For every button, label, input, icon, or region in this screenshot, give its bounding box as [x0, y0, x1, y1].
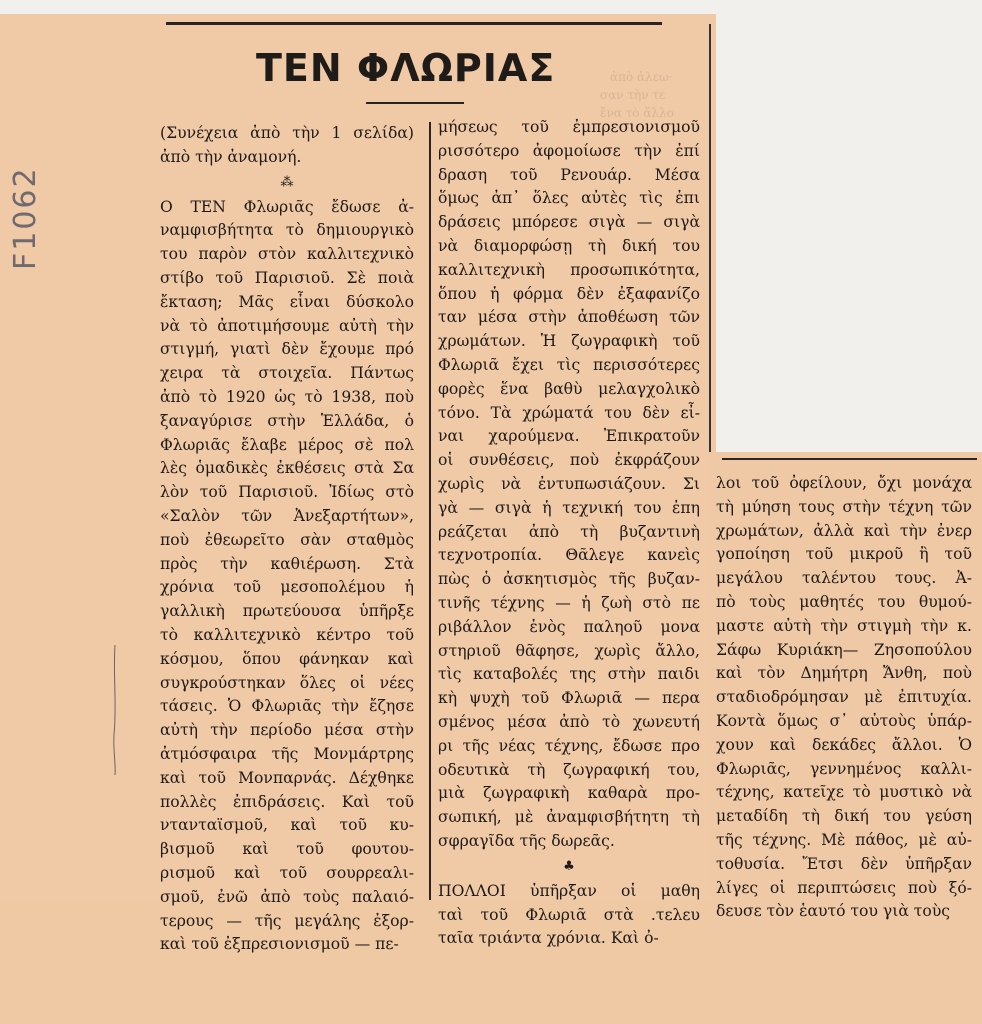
text-line: «Σαλὸν τῶν Ἀνεξαρτήτων»,: [160, 506, 414, 525]
text-line: ναι χαρούμενα. Ἐπικρατοῦν: [438, 427, 700, 446]
bleed-through-text: σαν τὴν τε: [600, 88, 666, 102]
text-line: πολλὲς ἐπιδράσεις. Καὶ τοῦ: [160, 792, 414, 811]
column3-top-rule: [722, 458, 977, 460]
title-underline: [366, 102, 464, 104]
text-line: στηριοῦ θᾶφησε, χωρὶς ἄλλο,: [438, 641, 700, 660]
article-column-3: [716, 472, 972, 924]
article-title: TEN ΦΛΩΡΙΑΣ: [256, 46, 556, 90]
text-line: καὶ τοῦ Μονπαρνάς. Δέχθηκε: [160, 768, 414, 787]
text-line: χρωμάτων, ἀλλὰ καὶ τὴν ἐνερ: [716, 521, 972, 540]
text-line: (Συνέχεια ἀπὸ τὴν 1 σελίδα): [160, 124, 414, 142]
text-line: ἀτμόσφαιρα τῆς Μονμάρτρης: [160, 744, 414, 763]
margin-pencil-mark: [112, 645, 118, 775]
text-line: τερους — τῆς μεγάλης ἐξορ-: [160, 911, 414, 930]
text-line: δράσεις μπόρεσε σιγὰ — σιγὰ: [438, 213, 700, 232]
text-line: τάσεις. Ὁ Φλωριᾶς τὴν ἔζησε: [160, 697, 414, 716]
text-line: ρεάζεται ἀπὸ τὴ βυζαντινὴ: [438, 522, 700, 541]
text-line: τὶς καταβολές της στὴν παιδι: [438, 665, 700, 684]
section-ornament: ⁂: [280, 174, 294, 190]
text-line: φορὲς ἕνα βαθὺ μελαγχολικὸ: [438, 379, 700, 398]
text-line: ταῖα τριάντα χρόνια. Καὶ ὀ-: [438, 929, 659, 948]
text-line: Ο ΤΕΝ Φλωριᾶς ἔδωσε ἀ-: [160, 197, 414, 216]
text-line: ρισσότερο ἀφομοίωσε τὴν ἐπί: [438, 141, 700, 160]
text-line: λὸν τοῦ Παρισιοῦ. Ἰδίως στὸ: [160, 483, 414, 502]
text-line: οἱ συνθέσεις, ποὺ ἐκφράζουν: [438, 451, 700, 470]
text-line: κόσμου, ὅπου φάνηκαν καὶ: [160, 649, 414, 668]
text-line: Κοντὰ ὅμως σ᾽ αὐτοὺς ὑπάρ-: [716, 711, 972, 730]
text-line: καὶ τὸν Δημήτρη Ἄνθη, ποὺ: [716, 664, 972, 683]
text-line: χρόνια τοῦ μεσοπολέμου ἡ: [160, 578, 414, 597]
text-line: λὲς ὁμαδικὲς ἐκθέσεις στὰ Σα: [160, 459, 414, 478]
text-line: ὅμως ἀπ᾽ ὅλες αὐτὲς τὶς ἐπι: [438, 189, 700, 208]
text-line: νὰ τὸ ἀποτιμήσουμε αὐτὴ τὴν: [160, 316, 414, 335]
text-line: μεταδίδη τὴ δική του γεύση: [716, 807, 972, 826]
text-line: ἀπὸ τὴν ἀναμονή.: [160, 147, 302, 166]
text-line: τεχνοτροπία. Θᾶλεγε κανεὶς: [438, 546, 700, 565]
text-line: ταν μέσα στὴν ἀποθέωση τῶν: [438, 308, 700, 327]
article-column-2: [438, 116, 700, 951]
text-line: ΠΟΛΛΟΙ ὑπῆρξαν οἱ μαθη: [438, 881, 700, 900]
text-line: μαστε αὐτὴ τὴν στιγμὴ τὴν κ.: [716, 616, 972, 635]
text-line: καὶ τοῦ ἐξπρεσιονισμοῦ — πε-: [160, 935, 399, 954]
text-line: χουν καὶ δεκάδες ἄλλοι. Ὁ: [716, 735, 972, 754]
text-line: αὐτὴ τὴν περίοδο μέσα στὴν: [160, 721, 414, 740]
text-line: τῆς τέχνης. Μὲ πάθος, μὲ αὐ-: [716, 830, 972, 849]
text-line: Φλωριᾶ ἔχει τὶς περισσότερες: [438, 355, 700, 374]
text-line: ναμφισβήτητα τὸ δημιουργικὸ: [160, 221, 414, 240]
text-line: ὅπου ἡ φόρμα δὲν ἐξαφανίζο: [438, 284, 700, 303]
text-line: τὸ καλλιτεχνικὸ κέντρο τοῦ: [160, 625, 414, 644]
text-line: σμοῦ, ἐνῶ ἀπὸ τοὺς παλαιό-: [160, 887, 414, 906]
text-line: καλλιτεχνικὴ προσωπικότητα,: [438, 260, 700, 279]
text-line: πὸ τοὺς μαθητές του θυμού-: [716, 592, 972, 611]
text-line: συγκρούστηκαν ὅλες οἱ νέες: [160, 673, 414, 692]
text-line: χρωμάτων. Ἡ ζωγραφικὴ τοῦ: [438, 332, 700, 351]
text-line: λοι τοῦ ὀφείλουν, ὄχι μονάχα: [716, 474, 972, 492]
text-line: κὴ ψυχὴ τοῦ Φλωριᾶ — περα: [438, 689, 700, 708]
text-line: τόνο. Τὰ χρώματά του δὲν εἶ-: [438, 403, 700, 422]
text-line: σμένος μέσα ἀπὸ τὸ χωνευτή: [438, 712, 700, 731]
text-line: τέχνης, κατεῖχε τὸ μυστικὸ νὰ: [716, 783, 972, 802]
column-divider-1: [429, 122, 431, 900]
text-line: λίγες οἱ περιπτώσεις ποὺ ξό-: [716, 878, 972, 897]
text-line: σφραγῖδα τῆς δωρεᾶς.: [438, 831, 615, 850]
text-line: ποὺ ἐθεωρεῖτο σὰν σταθμὸς: [160, 530, 414, 549]
text-line: ρι τῆς νέας τέχνης, ἔδωσε προ: [438, 736, 700, 755]
text-line: γοποίηση τοῦ μικροῦ ἢ τοῦ: [716, 545, 972, 564]
bleed-through-text: ἔνα τὸ ἄλλο: [600, 106, 674, 120]
text-line: ἀπὸ τὸ 1920 ὡς τὸ 1938, ποὺ: [160, 387, 414, 406]
text-line: βισμοῦ καὶ τοῦ φουτου-: [160, 840, 414, 859]
text-line: στίβο τοῦ Παρισιοῦ. Σὲ ποιὰ: [160, 268, 414, 287]
text-line: γὰ — σιγὰ ἡ τεχνική του ἐπη: [438, 498, 700, 517]
text-line: μεγάλου ταλέντου τους. Ἀ-: [716, 569, 972, 588]
text-line: πρὸς τὴν καθιέρωση. Στὰ: [160, 554, 414, 573]
text-line: ταὶ τοῦ Φλωριᾶ στὰ .τελευ: [438, 905, 700, 924]
text-line: πὼς ὁ ἀσκητισμὸς τῆς βυζαν-: [438, 570, 700, 589]
text-line: τὴ μύηση τους στὴν τέχνη τῶν: [716, 497, 972, 516]
column-divider-2: [709, 24, 711, 452]
text-line: σταδιοδρόμησαν μὲ ἐπιτυχία.: [716, 688, 972, 707]
text-line: τινῆς τέχνης — ἡ ζωὴ στὸ πε: [438, 593, 700, 612]
header-rule: [166, 22, 662, 25]
text-line: μιὰ ζωγραφικὴ καθαρὰ προ-: [438, 784, 700, 803]
article-column-1: [160, 122, 414, 957]
text-line: Σάφω Κυριάκη— Ζησοπούλου: [716, 640, 972, 659]
text-line: μήσεως τοῦ ἐμπρεσιονισμοῦ: [438, 118, 700, 136]
text-line: στιγμή, γιατὶ δὲν ἔχουμε πρό: [160, 340, 414, 359]
text-line: τοθυσία. Ἔτσι δὲν ὑπῆρξαν: [716, 854, 972, 873]
text-line: δευσε τὸν ἑαυτό του γιὰ τοὺς: [716, 902, 951, 921]
text-line: ἔκταση; Μᾶς εἶναι δύσκολο: [160, 292, 414, 311]
text-line: νὰ διαμορφώσῃ τὴ δική του: [438, 236, 700, 255]
text-line: σωπική, μὲ ἀναμφισβήτητη τὴ: [438, 808, 700, 827]
text-line: οδευτικὰ τὴ ζωγραφική του,: [438, 760, 700, 779]
bleed-through-text: ἀπὸ ἀλεω·: [610, 70, 673, 84]
handwritten-note: F1062: [8, 166, 43, 270]
text-line: χειρα τὰ στοιχεῖα. Πάντως: [160, 364, 414, 383]
text-line: του παρὸν στὸν καλλιτεχνικὸ: [160, 245, 414, 264]
section-ornament: ♣: [563, 858, 575, 874]
text-line: Φλωριᾶς, γεννημένος καλλι-: [716, 759, 972, 778]
text-line: δραση τοῦ Ρενουάρ. Μέσα: [438, 165, 700, 184]
text-line: γαλλικὴ πρωτεύουσα ὑπῆρξε: [160, 602, 414, 621]
text-line: ρισμοῦ καὶ τοῦ σουρρεαλι-: [160, 863, 414, 882]
text-line: χωρὶς νὰ ἐντυπωσιάζουν. Σι: [438, 474, 700, 493]
text-line: ξαναγύρισε στὴν Ἑλλάδα, ὁ: [160, 411, 414, 430]
text-line: ριβάλλον ἑνὸς παληοῦ μονα: [438, 617, 700, 636]
text-line: Φλωριᾶς ἔλαβε μέρος σὲ πολ: [160, 435, 414, 454]
text-line: ντανταϊσμοῦ, καὶ τοῦ κυ-: [160, 816, 414, 835]
